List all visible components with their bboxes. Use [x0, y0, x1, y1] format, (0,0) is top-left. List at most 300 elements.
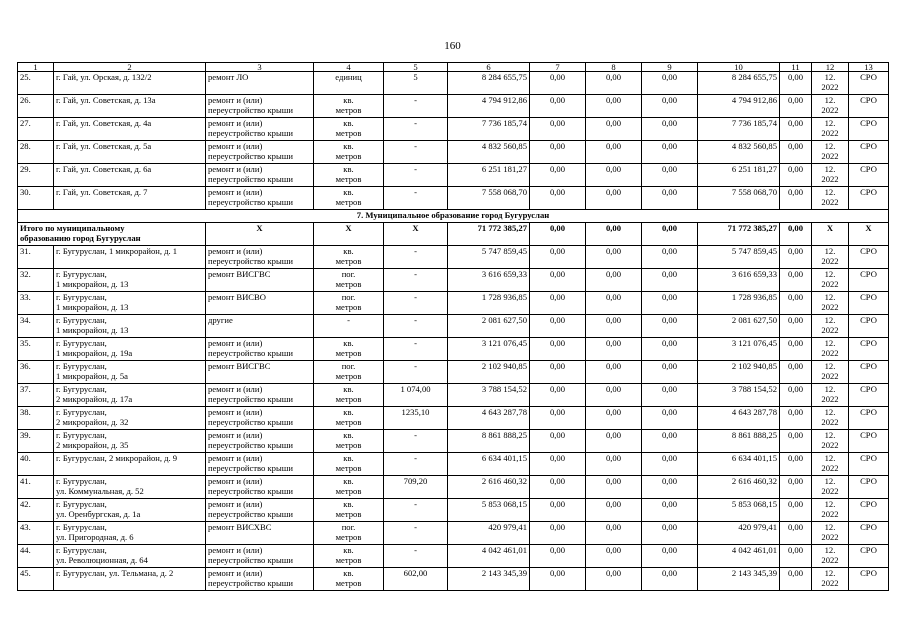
deadline-cell: 12. 2022 — [812, 118, 849, 141]
column-number-cell: 8 — [586, 63, 642, 72]
region-cell: 0,00 — [586, 95, 642, 118]
table-row — [18, 315, 889, 338]
row-number: 26. — [18, 95, 54, 118]
quantity-cell: - — [384, 545, 448, 568]
quantity-cell: - — [384, 269, 448, 292]
local-cell: 0,00 — [642, 522, 698, 545]
work-type-cell: другие — [206, 315, 314, 338]
region-cell: 0,00 — [586, 522, 642, 545]
address-cell: г. Гай, ул. Советская, д. 6а — [54, 164, 206, 187]
unit-cell: пог. метров — [314, 269, 384, 292]
total-row — [18, 223, 889, 246]
work-type-cell: ремонт ВИСВО — [206, 292, 314, 315]
unit-cell: кв. метров — [314, 338, 384, 361]
table-row — [18, 338, 889, 361]
owners-cell: 6 634 401,15 — [698, 453, 780, 476]
region-cell: 0,00 — [586, 407, 642, 430]
total-cost-cell: 3 616 659,33 — [448, 269, 530, 292]
quantity-cell: - — [384, 118, 448, 141]
region-cell: 0,00 — [586, 292, 642, 315]
column-number-cell: 5 — [384, 63, 448, 72]
method-cell: СРО — [849, 164, 889, 187]
work-type-cell: ремонт и (или) переустройство крыши — [206, 476, 314, 499]
work-type-cell: ремонт и (или) переустройство крыши — [206, 246, 314, 269]
row-number: 28. — [18, 141, 54, 164]
deadline-cell: 12. 2022 — [812, 453, 849, 476]
region-cell: 0,00 — [586, 361, 642, 384]
total-cost-cell: 8 861 888,25 — [448, 430, 530, 453]
work-type-cell: ремонт и (или) переустройство крыши — [206, 338, 314, 361]
unit-cell: пог. метров — [314, 361, 384, 384]
total-cell: X — [849, 223, 889, 246]
method-cell: СРО — [849, 453, 889, 476]
other-cell: 0,00 — [780, 568, 812, 591]
owners-cell: 4 643 287,78 — [698, 407, 780, 430]
region-cell: 0,00 — [586, 187, 642, 210]
region-cell: 0,00 — [586, 499, 642, 522]
total-cost-cell: 4 643 287,78 — [448, 407, 530, 430]
unit-cell: кв. метров — [314, 499, 384, 522]
region-cell: 0,00 — [586, 476, 642, 499]
work-type-cell: ремонт ЛО — [206, 72, 314, 95]
local-cell: 0,00 — [642, 118, 698, 141]
row-number: 42. — [18, 499, 54, 522]
region-cell: 0,00 — [586, 72, 642, 95]
unit-cell: пог. метров — [314, 292, 384, 315]
row-number: 31. — [18, 246, 54, 269]
row-number: 43. — [18, 522, 54, 545]
row-number: 37. — [18, 384, 54, 407]
method-cell: СРО — [849, 246, 889, 269]
address-cell: г. Гай, ул. Советская, д. 4а — [54, 118, 206, 141]
unit-cell: кв. метров — [314, 430, 384, 453]
method-cell: СРО — [849, 141, 889, 164]
total-cost-cell: 2 081 627,50 — [448, 315, 530, 338]
quantity-cell: - — [384, 430, 448, 453]
fund-cell: 0,00 — [530, 164, 586, 187]
fund-cell: 0,00 — [530, 522, 586, 545]
owners-cell: 2 081 627,50 — [698, 315, 780, 338]
table-row — [18, 545, 889, 568]
method-cell: СРО — [849, 95, 889, 118]
method-cell: СРО — [849, 118, 889, 141]
other-cell: 0,00 — [780, 430, 812, 453]
table-row — [18, 269, 889, 292]
total-cost-cell: 2 616 460,32 — [448, 476, 530, 499]
row-number: 34. — [18, 315, 54, 338]
fund-cell: 0,00 — [530, 315, 586, 338]
address-cell: г. Бугуруслан, 2 микрорайон, д. 32 — [54, 407, 206, 430]
deadline-cell: 12. 2022 — [812, 499, 849, 522]
method-cell: СРО — [849, 407, 889, 430]
address-cell: г. Бугуруслан, 1 микрорайон, д. 13 — [54, 292, 206, 315]
method-cell: СРО — [849, 545, 889, 568]
deadline-cell: 12. 2022 — [812, 545, 849, 568]
quantity-cell: 602,00 — [384, 568, 448, 591]
row-number: 39. — [18, 430, 54, 453]
deadline-cell: 12. 2022 — [812, 72, 849, 95]
fund-cell: 0,00 — [530, 118, 586, 141]
table-row — [18, 407, 889, 430]
total-cost-cell: 5 747 859,45 — [448, 246, 530, 269]
fund-cell: 0,00 — [530, 430, 586, 453]
row-number: 36. — [18, 361, 54, 384]
row-number: 29. — [18, 164, 54, 187]
other-cell: 0,00 — [780, 407, 812, 430]
unit-cell: кв. метров — [314, 568, 384, 591]
deadline-cell: 12. 2022 — [812, 95, 849, 118]
quantity-cell: 1235,10 — [384, 407, 448, 430]
local-cell: 0,00 — [642, 72, 698, 95]
other-cell: 0,00 — [780, 118, 812, 141]
unit-cell: кв. метров — [314, 453, 384, 476]
address-cell: г. Бугуруслан, ул. Коммунальная, д. 52 — [54, 476, 206, 499]
address-cell: г. Гай, ул. Орская, д. 132/2 — [54, 72, 206, 95]
other-cell: 0,00 — [780, 338, 812, 361]
fund-cell: 0,00 — [530, 246, 586, 269]
address-cell: г. Бугуруслан, ул. Тельмана, д. 2 — [54, 568, 206, 591]
total-cost-cell: 4 042 461,01 — [448, 545, 530, 568]
row-number: 32. — [18, 269, 54, 292]
local-cell: 0,00 — [642, 476, 698, 499]
table-row — [18, 118, 889, 141]
work-type-cell: ремонт и (или) переустройство крыши — [206, 187, 314, 210]
local-cell: 0,00 — [642, 141, 698, 164]
other-cell: 0,00 — [780, 292, 812, 315]
fund-cell: 0,00 — [530, 361, 586, 384]
repair-program-table — [17, 62, 889, 591]
column-number-cell: 7 — [530, 63, 586, 72]
total-cost-cell: 6 251 181,27 — [448, 164, 530, 187]
region-cell: 0,00 — [586, 246, 642, 269]
column-number-cell: 13 — [849, 63, 889, 72]
total-cost-cell: 3 121 076,45 — [448, 338, 530, 361]
section-row — [18, 210, 889, 223]
quantity-cell: - — [384, 361, 448, 384]
owners-cell: 1 728 936,85 — [698, 292, 780, 315]
local-cell: 0,00 — [642, 246, 698, 269]
local-cell: 0,00 — [642, 292, 698, 315]
deadline-cell: 12. 2022 — [812, 246, 849, 269]
method-cell: СРО — [849, 361, 889, 384]
row-number: 35. — [18, 338, 54, 361]
unit-cell: кв. метров — [314, 246, 384, 269]
total-cell: 0,00 — [780, 223, 812, 246]
deadline-cell: 12. 2022 — [812, 164, 849, 187]
local-cell: 0,00 — [642, 384, 698, 407]
page-number: 160 — [444, 40, 461, 52]
deadline-cell: 12. 2022 — [812, 315, 849, 338]
owners-cell: 4 794 912,86 — [698, 95, 780, 118]
fund-cell: 0,00 — [530, 141, 586, 164]
fund-cell: 0,00 — [530, 476, 586, 499]
table-row — [18, 361, 889, 384]
total-cost-cell: 6 634 401,15 — [448, 453, 530, 476]
local-cell: 0,00 — [642, 164, 698, 187]
column-number-cell: 6 — [448, 63, 530, 72]
region-cell: 0,00 — [586, 568, 642, 591]
owners-cell: 3 788 154,52 — [698, 384, 780, 407]
table-row — [18, 430, 889, 453]
table-row — [18, 476, 889, 499]
region-cell: 0,00 — [586, 384, 642, 407]
method-cell: СРО — [849, 476, 889, 499]
quantity-cell: - — [384, 315, 448, 338]
column-number-cell: 2 — [54, 63, 206, 72]
table-row — [18, 95, 889, 118]
fund-cell: 0,00 — [530, 384, 586, 407]
table-row — [18, 499, 889, 522]
deadline-cell: 12. 2022 — [812, 407, 849, 430]
address-cell: г. Бугуруслан, 1 микрорайон, д. 13 — [54, 269, 206, 292]
fund-cell: 0,00 — [530, 187, 586, 210]
local-cell: 0,00 — [642, 499, 698, 522]
deadline-cell: 12. 2022 — [812, 292, 849, 315]
work-type-cell: ремонт ВИСГВС — [206, 361, 314, 384]
owners-cell: 2 143 345,39 — [698, 568, 780, 591]
quantity-cell: 1 074,00 — [384, 384, 448, 407]
fund-cell: 0,00 — [530, 499, 586, 522]
work-type-cell: ремонт и (или) переустройство крыши — [206, 384, 314, 407]
region-cell: 0,00 — [586, 430, 642, 453]
unit-cell: пог. метров — [314, 522, 384, 545]
deadline-cell: 12. 2022 — [812, 384, 849, 407]
work-type-cell: ремонт и (или) переустройство крыши — [206, 95, 314, 118]
row-number: 33. — [18, 292, 54, 315]
other-cell: 0,00 — [780, 499, 812, 522]
owners-cell: 5 853 068,15 — [698, 499, 780, 522]
table-row — [18, 187, 889, 210]
total-cell: 0,00 — [642, 223, 698, 246]
row-number: 45. — [18, 568, 54, 591]
table-row — [18, 292, 889, 315]
fund-cell: 0,00 — [530, 95, 586, 118]
address-cell: г. Бугуруслан, ул. Революционная, д. 64 — [54, 545, 206, 568]
unit-cell: кв. метров — [314, 384, 384, 407]
deadline-cell: 12. 2022 — [812, 476, 849, 499]
table-row — [18, 522, 889, 545]
column-number-cell: 9 — [642, 63, 698, 72]
table-row — [18, 72, 889, 95]
other-cell: 0,00 — [780, 246, 812, 269]
method-cell: СРО — [849, 568, 889, 591]
other-cell: 0,00 — [780, 164, 812, 187]
fund-cell: 0,00 — [530, 269, 586, 292]
region-cell: 0,00 — [586, 164, 642, 187]
other-cell: 0,00 — [780, 522, 812, 545]
other-cell: 0,00 — [780, 384, 812, 407]
address-cell: г. Бугуруслан, 1 микрорайон, д. 19а — [54, 338, 206, 361]
total-cost-cell: 4 832 560,85 — [448, 141, 530, 164]
total-cell: X — [812, 223, 849, 246]
deadline-cell: 12. 2022 — [812, 361, 849, 384]
total-cost-cell: 4 794 912,86 — [448, 95, 530, 118]
quantity-cell: - — [384, 95, 448, 118]
total-cost-cell: 7 558 068,70 — [448, 187, 530, 210]
quantity-cell: - — [384, 246, 448, 269]
total-cost-cell: 420 979,41 — [448, 522, 530, 545]
owners-cell: 5 747 859,45 — [698, 246, 780, 269]
fund-cell: 0,00 — [530, 292, 586, 315]
local-cell: 0,00 — [642, 269, 698, 292]
column-number-row — [18, 63, 889, 72]
total-cell: 71 772 385,27 — [448, 223, 530, 246]
fund-cell: 0,00 — [530, 407, 586, 430]
row-number: 27. — [18, 118, 54, 141]
local-cell: 0,00 — [642, 453, 698, 476]
total-label: Итого по муниципальному образованию город Бугуруслан — [18, 223, 206, 246]
address-cell: г. Бугуруслан, 2 микрорайон, д. 9 — [54, 453, 206, 476]
work-type-cell: ремонт и (или) переустройство крыши — [206, 453, 314, 476]
address-cell: г. Бугуруслан, 2 микрорайон, д. 35 — [54, 430, 206, 453]
total-cell: 0,00 — [530, 223, 586, 246]
fund-cell: 0,00 — [530, 72, 586, 95]
local-cell: 0,00 — [642, 407, 698, 430]
unit-cell: - — [314, 315, 384, 338]
quantity-cell: - — [384, 522, 448, 545]
table-row — [18, 141, 889, 164]
work-type-cell: ремонт и (или) переустройство крыши — [206, 499, 314, 522]
section-title: 7. Муниципальное образование город Бугуруслан — [18, 210, 889, 223]
owners-cell: 4 832 560,85 — [698, 141, 780, 164]
unit-cell: кв. метров — [314, 164, 384, 187]
quantity-cell: - — [384, 187, 448, 210]
column-number-cell: 11 — [780, 63, 812, 72]
total-cell: X — [206, 223, 314, 246]
work-type-cell: ремонт и (или) переустройство крыши — [206, 545, 314, 568]
owners-cell: 8 284 655,75 — [698, 72, 780, 95]
other-cell: 0,00 — [780, 476, 812, 499]
address-cell: г. Бугуруслан, 1 микрорайон, д. 1 — [54, 246, 206, 269]
row-number: 41. — [18, 476, 54, 499]
column-number-cell: 4 — [314, 63, 384, 72]
owners-cell: 7 558 068,70 — [698, 187, 780, 210]
total-cost-cell: 5 853 068,15 — [448, 499, 530, 522]
owners-cell: 3 616 659,33 — [698, 269, 780, 292]
work-type-cell: ремонт и (или) переустройство крыши — [206, 407, 314, 430]
quantity-cell: 709,20 — [384, 476, 448, 499]
other-cell: 0,00 — [780, 545, 812, 568]
other-cell: 0,00 — [780, 187, 812, 210]
local-cell: 0,00 — [642, 430, 698, 453]
column-number-cell: 1 — [18, 63, 54, 72]
quantity-cell: - — [384, 338, 448, 361]
quantity-cell: - — [384, 453, 448, 476]
address-cell: г. Гай, ул. Советская, д. 7 — [54, 187, 206, 210]
other-cell: 0,00 — [780, 315, 812, 338]
other-cell: 0,00 — [780, 269, 812, 292]
unit-cell: кв. метров — [314, 95, 384, 118]
owners-cell: 2 616 460,32 — [698, 476, 780, 499]
region-cell: 0,00 — [586, 338, 642, 361]
owners-cell: 6 251 181,27 — [698, 164, 780, 187]
deadline-cell: 12. 2022 — [812, 522, 849, 545]
unit-cell: кв. метров — [314, 407, 384, 430]
method-cell: СРО — [849, 430, 889, 453]
address-cell: г. Бугуруслан, ул. Пригородная, д. 6 — [54, 522, 206, 545]
fund-cell: 0,00 — [530, 453, 586, 476]
unit-cell: кв. метров — [314, 187, 384, 210]
total-cost-cell: 2 143 345,39 — [448, 568, 530, 591]
quantity-cell: - — [384, 141, 448, 164]
unit-cell: кв. метров — [314, 118, 384, 141]
table-row — [18, 164, 889, 187]
method-cell: СРО — [849, 522, 889, 545]
work-type-cell: ремонт и (или) переустройство крыши — [206, 430, 314, 453]
quantity-cell: - — [384, 292, 448, 315]
address-cell: г. Бугуруслан, 2 микрорайон, д. 17а — [54, 384, 206, 407]
row-number: 30. — [18, 187, 54, 210]
local-cell: 0,00 — [642, 361, 698, 384]
local-cell: 0,00 — [642, 315, 698, 338]
total-cell: X — [384, 223, 448, 246]
owners-cell: 2 102 940,85 — [698, 361, 780, 384]
unit-cell: кв. метров — [314, 141, 384, 164]
unit-cell: единиц — [314, 72, 384, 95]
owners-cell: 8 861 888,25 — [698, 430, 780, 453]
table-row — [18, 246, 889, 269]
work-type-cell: ремонт и (или) переустройство крыши — [206, 568, 314, 591]
deadline-cell: 12. 2022 — [812, 187, 849, 210]
fund-cell: 0,00 — [530, 568, 586, 591]
total-cost-cell: 7 736 185,74 — [448, 118, 530, 141]
total-cell: X — [314, 223, 384, 246]
method-cell: СРО — [849, 292, 889, 315]
local-cell: 0,00 — [642, 545, 698, 568]
deadline-cell: 12. 2022 — [812, 338, 849, 361]
method-cell: СРО — [849, 499, 889, 522]
work-type-cell: ремонт и (или) переустройство крыши — [206, 141, 314, 164]
deadline-cell: 12. 2022 — [812, 568, 849, 591]
region-cell: 0,00 — [586, 269, 642, 292]
region-cell: 0,00 — [586, 545, 642, 568]
region-cell: 0,00 — [586, 141, 642, 164]
address-cell: г. Бугуруслан, ул. Оренбургская, д. 1а — [54, 499, 206, 522]
fund-cell: 0,00 — [530, 545, 586, 568]
total-cost-cell: 2 102 940,85 — [448, 361, 530, 384]
local-cell: 0,00 — [642, 95, 698, 118]
quantity-cell: - — [384, 499, 448, 522]
method-cell: СРО — [849, 384, 889, 407]
unit-cell: кв. метров — [314, 476, 384, 499]
local-cell: 0,00 — [642, 338, 698, 361]
quantity-cell: - — [384, 164, 448, 187]
region-cell: 0,00 — [586, 453, 642, 476]
work-type-cell: ремонт ВИСГВС — [206, 269, 314, 292]
region-cell: 0,00 — [586, 315, 642, 338]
other-cell: 0,00 — [780, 453, 812, 476]
work-type-cell: ремонт ВИСХВС — [206, 522, 314, 545]
total-cell: 0,00 — [586, 223, 642, 246]
deadline-cell: 12. 2022 — [812, 430, 849, 453]
address-cell: г. Бугуруслан, 1 микрорайон, д. 13 — [54, 315, 206, 338]
column-number-cell: 12 — [812, 63, 849, 72]
method-cell: СРО — [849, 269, 889, 292]
row-number: 25. — [18, 72, 54, 95]
table-row — [18, 453, 889, 476]
deadline-cell: 12. 2022 — [812, 269, 849, 292]
fund-cell: 0,00 — [530, 338, 586, 361]
row-number: 38. — [18, 407, 54, 430]
other-cell: 0,00 — [780, 361, 812, 384]
table-row — [18, 568, 889, 591]
method-cell: СРО — [849, 187, 889, 210]
owners-cell: 7 736 185,74 — [698, 118, 780, 141]
other-cell: 0,00 — [780, 72, 812, 95]
address-cell: г. Гай, ул. Советская, д. 5а — [54, 141, 206, 164]
owners-cell: 3 121 076,45 — [698, 338, 780, 361]
local-cell: 0,00 — [642, 568, 698, 591]
